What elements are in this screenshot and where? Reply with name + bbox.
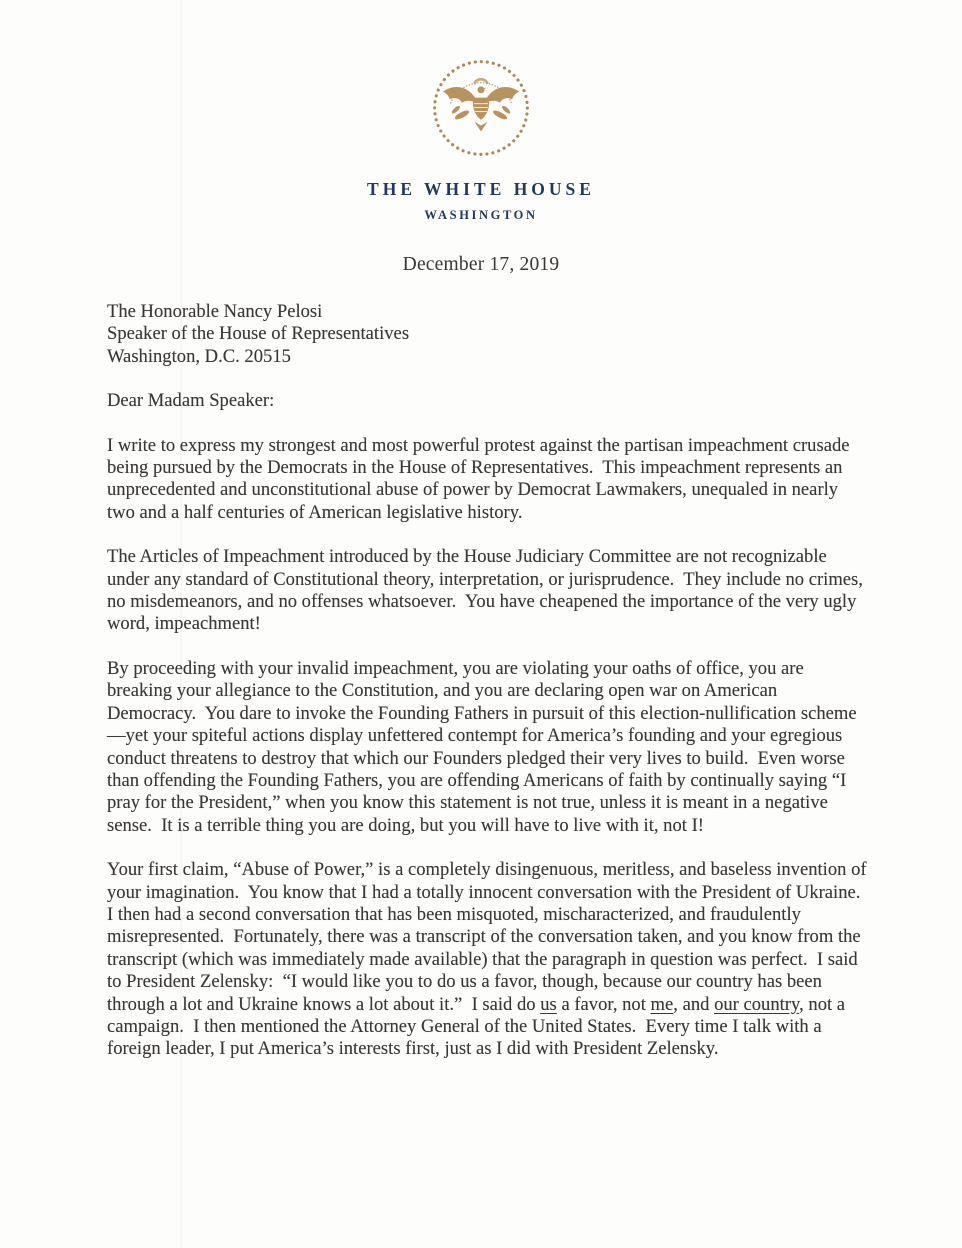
letter-date: December 17, 2019 [402,254,560,275]
underlined-phrase-our-country: our country [714,993,800,1015]
paragraph-1: I write to express my strongest and most powerful protest against the partisan impeachment crusade being pursued by the Democrats in the House of Representatives. This impeachment represents an unprecedented and unconstitutional abuse of power by Democrat Lawmakers, unequaled in nearly two and a half centuries of American legislative history. [107,434,855,523]
paragraph-4-text: , not a campaign. I then mentioned the Attorney General of the United States. Every time I talk with a foreign leader, I put America’s interests first, just as I did with President Zelensky. [107,993,850,1060]
salutation: Dear Madam Speaker: [107,390,275,412]
paragraph-3: By proceeding with your invalid impeachment, you are violating your oaths of office, you are breaking your allegiance to the Constitution, and you are declaring open war on American Democracy. You dare to invoke the Founding Fathers in pursuit of this election-nullification scheme—yet your spiteful actions display unfettered contempt for America’s founding and your egregious conduct threatens to destroy that which our Founders pledged their very lives to build. Even worse than offending the Founding Fathers, you are offending Americans of faith by continually saying “I pray for the President,” when you know this statement is not true, unless it is meant in a negative sense. It is a terrible thing you are doing, but you will have to live with it, not I! [107,657,857,836]
recipient-title: Speaker of the House of Representatives [107,323,410,345]
letter-body [107,301,872,1061]
presidential-seal-icon [429,56,533,165]
letterhead [0,0,962,223]
underlined-word-us: us [540,993,557,1015]
letterhead-city: WASHINGTON [424,208,538,222]
underlined-word-me: me [650,993,674,1015]
paragraph-2: The Articles of Impeachment introduced by the House Judiciary Committee are not recognizable under any standard of Constitutional theory, interpretation, or jurisprudence. They include no crimes, no misdemeanors, and no offenses whatsoever. You have cheapened the importance of the very ugly word, impeachment! [107,546,868,635]
recipient-city: Washington, D.C. 20515 [107,345,291,367]
paragraph-4 [107,859,872,1061]
paragraph-4-text: Your first claim, “Abuse of Power,” is a completely disingenuous, meritless, and baseless invention of your imagination. You know that I had a totally innocent conversation with the President of Ukraine. I then had a second conversation that has been misquoted, mischaracterized, and fraudulently misrepresented. Fortunately, there was a transcript of the conversation taken, and you know from the transcript (which was immediately made available) that the paragraph in question was perfect. I said to President Zelensky: “I would like you to do us a favor, though, because our country has been through a lot and Ukraine knows a lot about it.” I said do [107,859,872,1015]
recipient-address [107,301,869,368]
paragraph-4-text: a favor, not [556,993,651,1015]
recipient-name: The Honorable Nancy Pelosi [107,301,323,322]
paragraph-4-text: , and [673,993,715,1015]
letterhead-org: THE WHITE HOUSE [367,179,595,199]
